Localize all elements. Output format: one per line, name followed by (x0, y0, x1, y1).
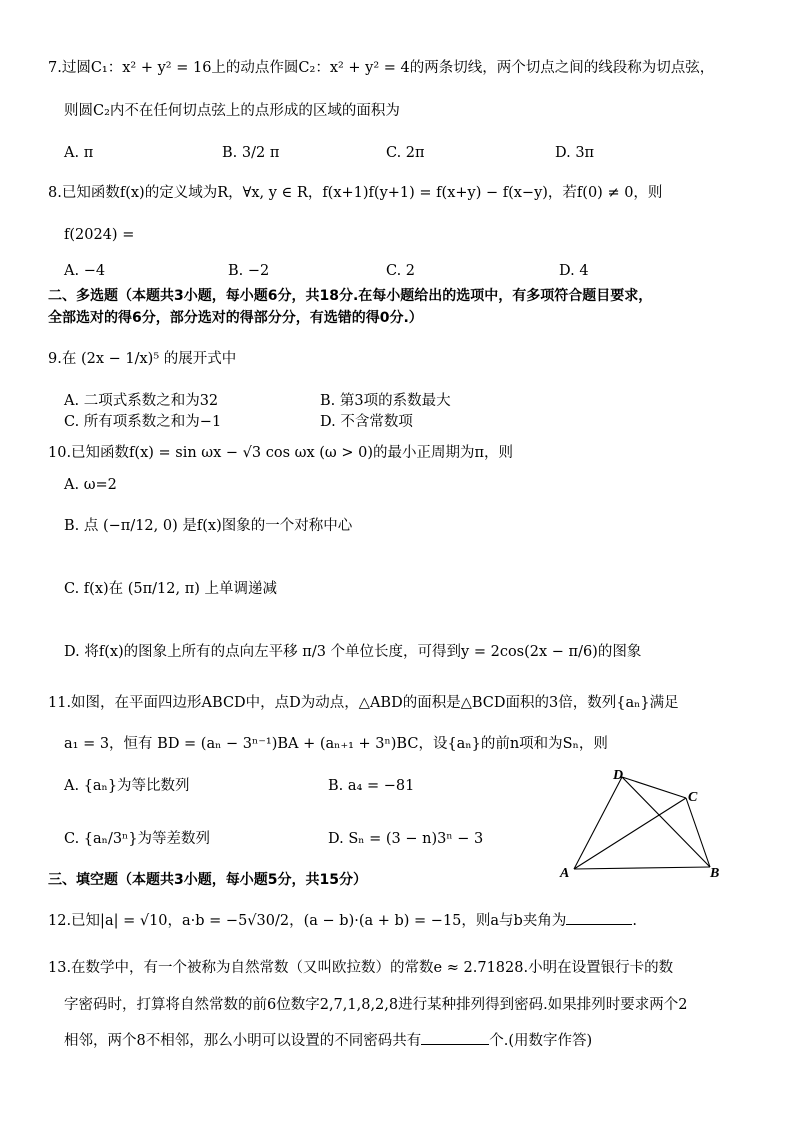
q9-option-d: D. 不含常数项 (320, 414, 413, 430)
q8-line2: f(2024) = (64, 227, 135, 243)
q8-option-b: B. −2 (228, 263, 270, 279)
q9-stem: 9.在 (2x − 1/x)⁵ 的展开式中 (48, 351, 237, 367)
figure-label-d: D (613, 768, 624, 783)
q12-tail: . (632, 913, 637, 929)
q9-option-b: B. 第3项的系数最大 (320, 393, 451, 409)
figure-label-c: C (688, 790, 698, 805)
q11-option-c: C. {aₙ/3ⁿ}为等差数列 (64, 831, 211, 847)
section3-heading: 三、填空题（本题共3小题，每小题5分，共15分） (48, 872, 367, 888)
q11-option-a: A. {aₙ}为等比数列 (64, 778, 190, 794)
q11-line2: a₁ = 3，恒有 BD = (aₙ − 3ⁿ⁻¹)BA + (aₙ₊₁ + 3ⁿ)BC，设{aₙ}的前n项和为Sₙ，则 (64, 736, 608, 752)
q8-option-c: C. 2 (386, 263, 416, 279)
q8-line1: 8.已知函数f(x)的定义域为R，∀x, y ∈ R，f(x+1)f(y+1) = f(x+y) − f(x−y)，若f(0) ≠ 0，则 (48, 185, 663, 201)
q9-option-a: A. 二项式系数之和为32 (64, 393, 219, 409)
q11-line1: 11.如图，在平面四边形ABCD中，点D为动点，△ABD的面积是△BCD面积的3倍，数列{aₙ}满足 (48, 695, 679, 711)
q12-answer-blank[interactable] (566, 924, 632, 925)
q7-option-c: C. 2π (386, 145, 425, 161)
q13-line3 (64, 1034, 592, 1049)
q7-option-a: A. π (64, 145, 94, 161)
q7-option-b: B. 3/2 π (222, 145, 280, 161)
q10-option-b: B. 点 (−π/12, 0) 是f(x)图象的一个对称中心 (64, 518, 353, 534)
q7-line2: 则圆C₂内不在任何切点弦上的点形成的区域的面积为 (64, 103, 400, 119)
q11-option-d: D. Sₙ = (3 − n)3ⁿ − 3 (328, 831, 484, 847)
q7-option-d: D. 3π (555, 145, 595, 161)
section2-heading-line2: 全部选对的得6分，部分选对的得部分分，有选错的得0分.） (48, 310, 423, 326)
section2-heading-line1: 二、多选题（本题共3小题，每小题6分，共18分.在每小题给出的选项中，有多项符合题目要求， (48, 288, 653, 304)
q12-stem (48, 914, 637, 929)
q11-option-b: B. a₄ = −81 (328, 778, 415, 794)
q13-line1: 13.在数学中，有一个被称为自然常数（又叫欧拉数）的常数e ≈ 2.71828.小明在设置银行卡的数 (48, 960, 674, 976)
q8-option-d: D. 4 (559, 263, 589, 279)
q9-option-c: C. 所有项系数之和为−1 (64, 414, 222, 430)
q8-option-a: A. −4 (64, 263, 106, 279)
q7-line1: 7.过圆C₁：x² + y² = 16上的动点作圆C₂：x² + y² = 4的两条切线，两个切点之间的线段称为切点弦， (48, 60, 715, 76)
quadrilateral-figure (555, 765, 735, 885)
figure-label-a: A (560, 866, 570, 881)
q10-stem: 10.已知函数f(x) = sin ωx − √3 cos ωx (ω > 0)的最小正周期为π，则 (48, 445, 514, 461)
q12-text: 12.已知|a| = √10，a·b = −5√30/2，(a − b)·(a + b) = −15，则a与b夹角为 (48, 913, 567, 929)
q13-line3-post: 个.(用数字作答) (489, 1033, 593, 1049)
q10-option-c: C. f(x)在 (5π/12, π) 上单调递减 (64, 581, 278, 597)
q13-line2: 字密码时，打算将自然常数的前6位数字2,7,1,8,2,8进行某种排列得到密码.如果排列时要求两个2 (64, 997, 688, 1013)
q10-option-d: D. 将f(x)的图象上所有的点向左平移 π/3 个单位长度，可得到y = 2cos(2x − π/6)的图象 (64, 644, 642, 660)
q10-option-a: A. ω=2 (64, 477, 117, 493)
figure-label-b: B (710, 866, 720, 881)
q13-line3-pre: 相邻，两个8不相邻，那么小明可以设置的不同密码共有 (64, 1033, 422, 1049)
q13-answer-blank[interactable] (421, 1044, 489, 1045)
